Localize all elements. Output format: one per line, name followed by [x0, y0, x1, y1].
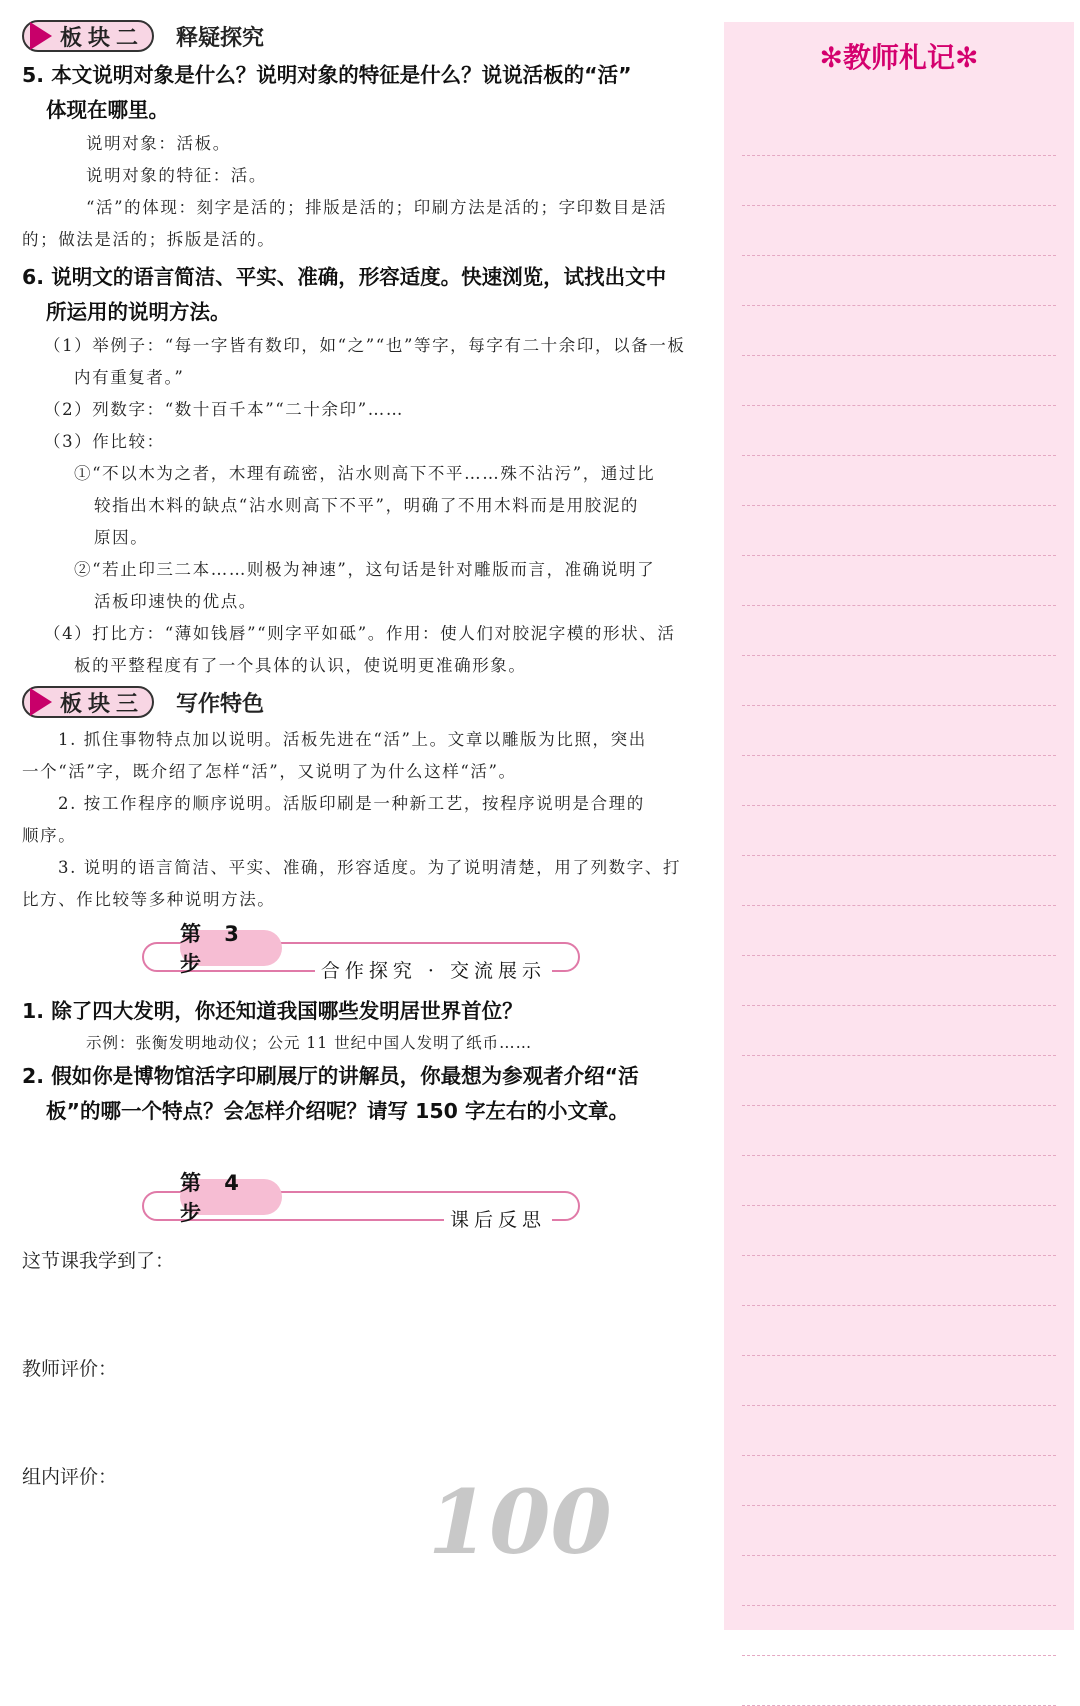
group-evaluation-label: 组内评价： [22, 1466, 118, 1488]
feature-3-line2: 比方、作比较等多种说明方法。 [22, 890, 276, 909]
note-line [742, 956, 1056, 1006]
note-line [742, 906, 1056, 956]
method-2: （2）列数字：“数十百千本”“二十余印”…… [44, 400, 404, 419]
step3-question-1: 1. 除了四大发明，你还知道我国哪些发明居世界首位？ [22, 999, 523, 1023]
section-header-3 [22, 684, 712, 720]
note-line [742, 1006, 1056, 1056]
note-line [742, 156, 1056, 206]
method-3-item2-line1: ②“若止印三二本……则极为神速”，这句话是针对雕版而言，准确说明了 [74, 560, 656, 579]
method-3-item1-line1: ①“不以木为之者，木理有疏密，沾水则高下不平……殊不沾污”，通过比 [74, 464, 656, 483]
answer-5-feature: 说明对象的特征：活。 [86, 166, 267, 185]
method-3-item2-line2: 活板印速快的优点。 [94, 592, 257, 611]
note-line [742, 1456, 1056, 1506]
step-3-banner [142, 922, 582, 982]
note-line [742, 1356, 1056, 1406]
note-line [742, 706, 1056, 756]
note-line [742, 256, 1056, 306]
question-5-line1: 5. 本文说明对象是什么？说明对象的特征是什么？说说活板的“活” [22, 63, 632, 87]
note-line [742, 506, 1056, 556]
note-line [742, 1206, 1056, 1256]
teacher-notes-title: ✻教师札记✻ [819, 41, 979, 74]
question-6 [22, 260, 712, 330]
method-4-line1: （4）打比方：“薄如钱唇”“则字平如砥”。作用：使人们对胶泥字模的形状、活 [44, 624, 676, 643]
note-line [742, 1306, 1056, 1356]
note-line [742, 406, 1056, 456]
step-badge: 第 3 步 [180, 930, 282, 966]
note-line [742, 306, 1056, 356]
note-line [742, 1606, 1056, 1656]
teacher-evaluation-label: 教师评价： [22, 1358, 118, 1380]
method-1-line1: （1）举例子：“每一字皆有数印，如“之”“也”等字，每字有二十余印，以备一板 [44, 336, 686, 355]
question-6-line1: 6. 说明文的语言简洁、平实、准确，形容适度。快速浏览，试找出文中 [22, 265, 667, 289]
section-header-2 [22, 18, 712, 54]
feature-1-line2: 一个“活”字，既介绍了怎样“活”，又说明了为什么这样“活”。 [22, 762, 517, 781]
feature-3-line1: 3. 说明的语言简洁、平实、准确，形容适度。为了说明清楚，用了列数字、打 [58, 858, 682, 877]
note-line [742, 756, 1056, 806]
section-badge-label: 板块三 [60, 691, 145, 717]
method-4-line2: 板的平整程度有了一个具体的认识，使说明更准确形象。 [74, 656, 527, 675]
section-badge [22, 20, 154, 52]
note-line [742, 206, 1056, 256]
section-title: 释疑探究 [176, 25, 265, 51]
step-subtitle: 合作探究 · 交流展示 [315, 956, 552, 983]
section-title: 写作特色 [176, 691, 265, 717]
question-5-line2: 体现在哪里。 [46, 98, 169, 122]
method-3-item1-line2: 较指出木料的缺点“沾水则高下不平”，明确了不用木料而是用胶泥的 [94, 496, 639, 515]
page-number: 100 [428, 1470, 612, 1574]
note-line [742, 1556, 1056, 1606]
reflection-learned-label: 这节课我学到了： [22, 1250, 175, 1272]
note-line [742, 106, 1056, 156]
step3-question-2 [22, 1059, 712, 1129]
step-badge: 第 4 步 [180, 1179, 282, 1215]
step3-question-1-example: 示例：张衡发明地动仪；公元 11 世纪中国人发明了纸币…… [86, 1034, 533, 1052]
question-6-line2: 所运用的说明方法。 [46, 300, 231, 324]
answer-5-object: 说明对象：活板。 [86, 134, 231, 153]
note-line [742, 456, 1056, 506]
feature-2-line1: 2. 按工作程序的顺序说明。活版印刷是一种新工艺，按程序说明是合理的 [58, 794, 645, 813]
section-badge [22, 686, 154, 718]
play-triangle-icon [30, 22, 52, 50]
note-line [742, 556, 1056, 606]
note-line [742, 1506, 1056, 1556]
step3-question-2-line2: 板”的哪一个特点？会怎样介绍呢？请写 150 字左右的小文章。 [46, 1099, 630, 1123]
note-line [742, 1106, 1056, 1156]
step3-question-2-line1: 2. 假如你是博物馆活字印刷展厅的讲解员，你最想为参观者介绍“活 [22, 1064, 639, 1088]
teacher-notes-panel [724, 22, 1074, 1630]
note-line [742, 806, 1056, 856]
note-lines [742, 106, 1056, 1706]
note-line [742, 1256, 1056, 1306]
note-line [742, 1056, 1056, 1106]
answer-5-reflection-line1: “活”的体现：刻字是活的；排版是活的；印刷方法是活的；字印数目是活 [86, 198, 668, 217]
feature-2-line2: 顺序。 [22, 826, 77, 845]
note-line [742, 1656, 1056, 1706]
method-3-item1-line3: 原因。 [94, 528, 149, 547]
step-subtitle: 课后反思 [444, 1205, 552, 1232]
feature-1-line1: 1. 抓住事物特点加以说明。活板先进在“活”上。文章以雕版为比照，突出 [58, 730, 647, 749]
note-line [742, 356, 1056, 406]
section-badge-label: 板块二 [60, 25, 145, 51]
method-3: （3）作比较： [44, 432, 165, 451]
note-line [742, 1156, 1056, 1206]
note-line [742, 856, 1056, 906]
step-4-banner [142, 1171, 582, 1231]
note-line [742, 1406, 1056, 1456]
method-1-line2: 内有重复者。” [74, 368, 185, 387]
play-triangle-icon [30, 688, 52, 716]
note-line [742, 656, 1056, 706]
note-line [742, 606, 1056, 656]
answer-5-reflection-line2: 的；做法是活的；拆版是活的。 [22, 230, 276, 249]
main-content [22, 18, 712, 1491]
question-5 [22, 58, 712, 128]
